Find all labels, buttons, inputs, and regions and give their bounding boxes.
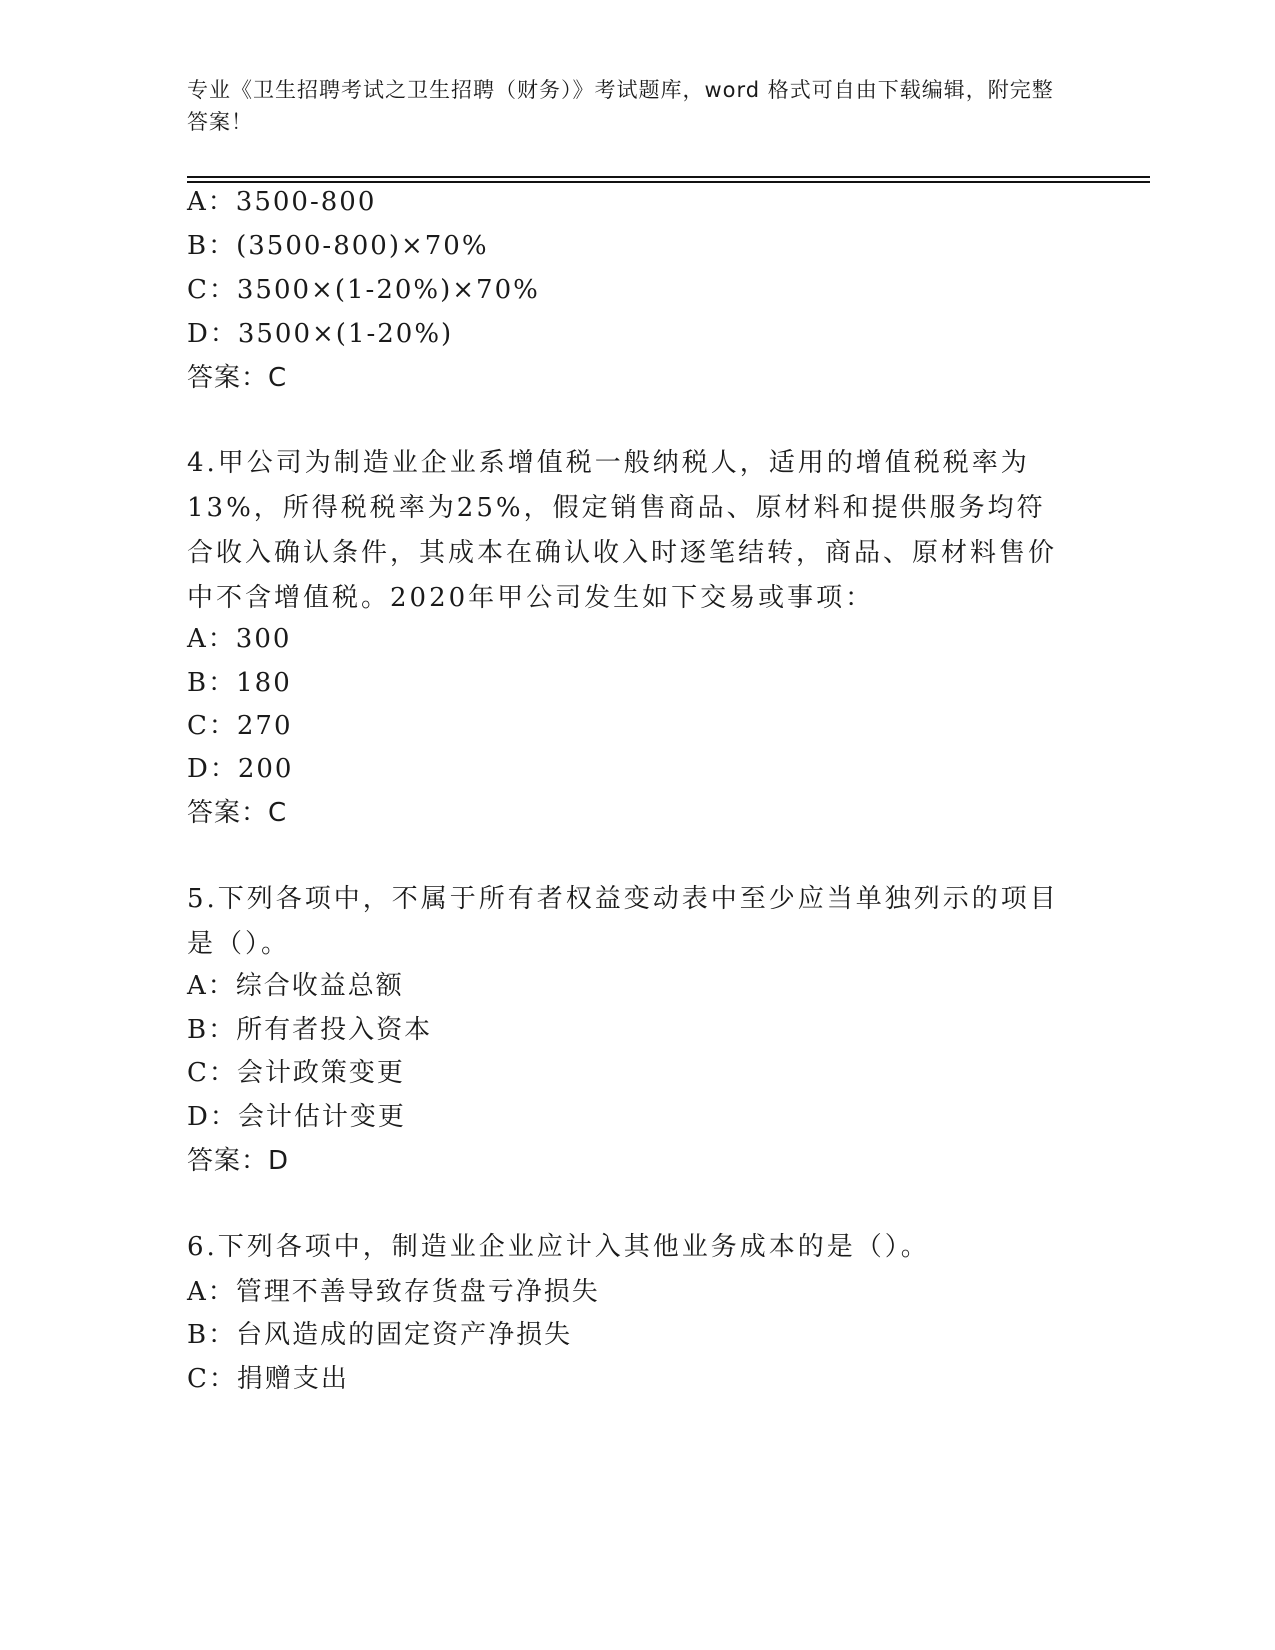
q4-answer: 答案：C <box>187 798 288 828</box>
q6-option-b: B：台风造成的固定资产净损失 <box>187 1320 573 1350</box>
q6-option-a: A：管理不善导致存货盘亏净损失 <box>187 1277 600 1307</box>
q5-question: 5.下列各项中，不属于所有者权益变动表中至少应当单独列示的项目是（）。 <box>187 884 1059 959</box>
q3-answer: 答案：C <box>187 363 288 393</box>
q5-answer: 答案：D <box>187 1146 290 1176</box>
q4-question: 4.甲公司为制造业企业系增值税一般纳税人，适用的增值税税率为13%，所得税税率为25%，假定销售商品、原材料和提供服务均符合收入确认条件，其成本在确认收入时逐笔结转，商品、原材料售价中不含增值税。2020年甲公司发生如下交易或事项： <box>187 448 1058 613</box>
q4-option-c: C：270 <box>187 711 293 741</box>
q3-option-a: A：3500-800 <box>187 187 377 217</box>
q5-option-c: C：会计政策变更 <box>187 1058 405 1088</box>
header-divider-bottom <box>187 181 1150 183</box>
q4-option-a: A：300 <box>187 624 292 654</box>
document-header: 专业《卫生招聘考试之卫生招聘（财务）》考试题库，word 格式可自由下载编辑，附完整答案！ <box>187 78 1054 134</box>
q3-option-b: B：(3500-800)×70% <box>187 231 489 261</box>
q4-option-b: B：180 <box>187 668 292 698</box>
q4-option-d: D：200 <box>187 754 294 784</box>
q5-option-a: A：综合收益总额 <box>187 971 404 1001</box>
q5-option-b: B：所有者投入资本 <box>187 1015 433 1045</box>
q6-question: 6.下列各项中，制造业企业应计入其他业务成本的是（）。 <box>187 1232 930 1262</box>
q3-option-d: D：3500×(1-20%) <box>187 319 454 349</box>
header-divider-top <box>187 176 1150 178</box>
q5-option-d: D：会计估计变更 <box>187 1102 406 1132</box>
q6-option-c: C：捐赠支出 <box>187 1364 349 1394</box>
q3-option-c: C：3500×(1-20%)×70% <box>187 275 540 305</box>
